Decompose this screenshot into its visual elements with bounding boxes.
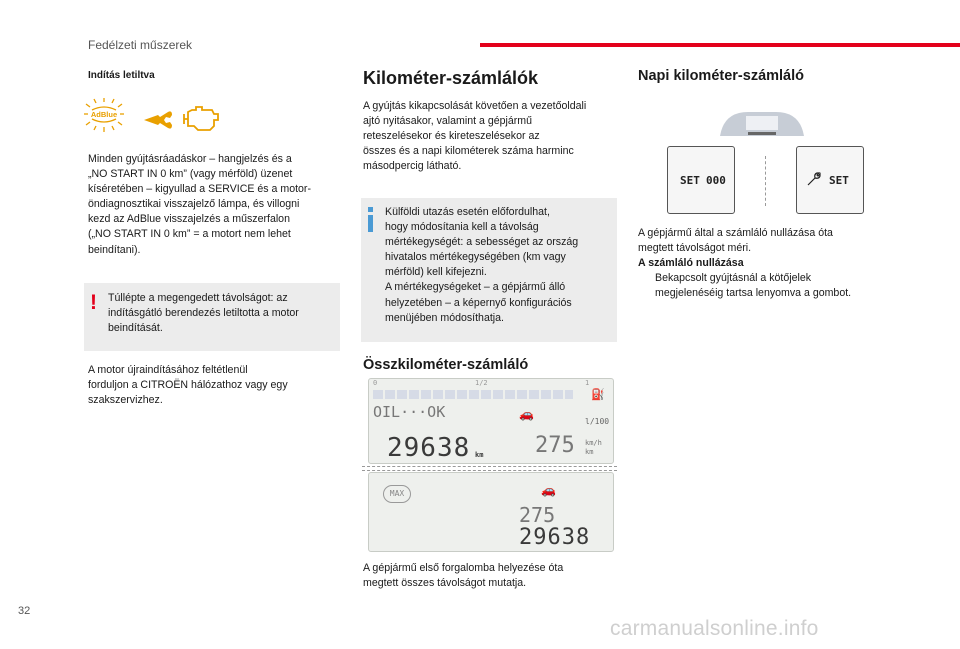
wrench-icon [807,172,821,189]
trip-odometer-title: Napi kilométer-számláló [638,68,804,84]
set-label-left: SET [680,174,700,187]
info-box [361,198,617,342]
car-range-icon-2: 🚗 [541,483,556,497]
info-text: Külföldi utazás esetén előfordulhat, hogy módosítania kell a távolság mértékegységét: a sebességet az ország hivatalos mértékegységében (km vagy mérföld) kell kifejezni. A mértékegységeket – a gépjármű álló helyzetében – a képernyő konfigurációs menüjében módosíthatja. [385,206,579,324]
warning-icons-row [84,98,224,134]
trip-reset-heading: A számláló nullázása [638,257,744,269]
trip-reset-step: Bekapcsolt gyújtásnál a kötőjelek megjelenéséig tartsa lenyomva a gombot. [655,272,852,300]
fuel-scale-0: 0 [373,379,378,387]
page-number: 32 [18,605,31,617]
section-header: Fedélzeti műszerek [88,38,193,52]
total-odometer-title: Összkilométer-számláló [363,357,529,373]
range-unit-km: km [585,448,594,456]
watermark: carmanualsonline.info [610,617,819,640]
fuel-gauge-segments [373,390,573,399]
engine-icon [184,107,218,130]
warning-exclamation-icon: ! [90,291,97,314]
instrument-cluster-icon [718,108,806,138]
max-badge: MAX [383,485,411,503]
trip-odometer-paragraph: A gépjármű által a számláló nullázása óta megtett távolságot méri. [638,227,833,255]
range-unit-kmh: km/h [585,439,602,447]
dashed-divider-1 [362,466,617,467]
dashed-divider-2 [362,470,617,471]
odometers-title: Kilométer-számlálók [363,68,539,88]
range-value-2: 275 [519,503,556,527]
button-separator [765,156,766,206]
warning-text: Túllépte a megengedett távolságot: az indításgátló berendezés letiltotta a motor beindítását. [108,292,299,335]
range-value: 275 [535,433,575,458]
adblue-label: AdBlue [90,110,118,119]
left-paragraph-1: Minden gyújtásráadáskor – hangjelzés és a „NO START IN 0 km” (vagy mérföld) üzenet kíséretében – kigyullad a SERVICE és a motor- öndiagnosztikai visszajelző lámpa, és villogni kezd az AdBlue visszajelzés a műszerfalon („NO START IN 0 km” = a motort nem lehet beindítani). [88,153,311,256]
car-range-icon: 🚗 [519,407,534,421]
oil-level-text: OIL···OK [373,403,446,421]
odometer-unit: km [475,451,484,459]
odometer-value-2: 29638 [519,525,591,550]
header-accent-bar [480,43,960,47]
left-paragraph-2: A motor újraindításához feltétlenül forduljon a CITROËN hálózathoz vagy egy szakszervizhez. [88,364,288,407]
info-icon-dot [368,207,373,212]
set-value-left: 000 [706,174,726,187]
cluster-display-2 [368,472,614,552]
odometers-paragraph: A gyújtás kikapcsolását követően a vezetőoldali ajtó nyitásakor, valamint a gépjármű reteszelésekor és kireteszelésekor az összes és a napi kilométerek száma harminc másodpercig látható. [363,100,587,173]
warning-box [84,283,340,351]
trip-reset-button-left[interactable] [667,146,735,214]
set-label-right: SET [829,174,849,187]
cluster-display-1 [368,378,614,464]
fuel-scale-half: 1/2 [475,379,488,387]
consumption-unit: l/100 [585,417,610,426]
fuel-pump-icon: ⛽ [591,389,605,401]
wrench-icon [144,111,172,128]
fuel-scale-full: 1 [585,379,590,387]
left-title: Indítás letiltva [88,70,155,81]
info-icon [368,215,373,232]
odometer-value: 29638 [387,433,471,463]
total-odometer-caption: A gépjármű első forgalomba helyezése óta megtett összes távolságot mutatja. [363,562,564,590]
trip-reset-button-right[interactable] [796,146,864,214]
